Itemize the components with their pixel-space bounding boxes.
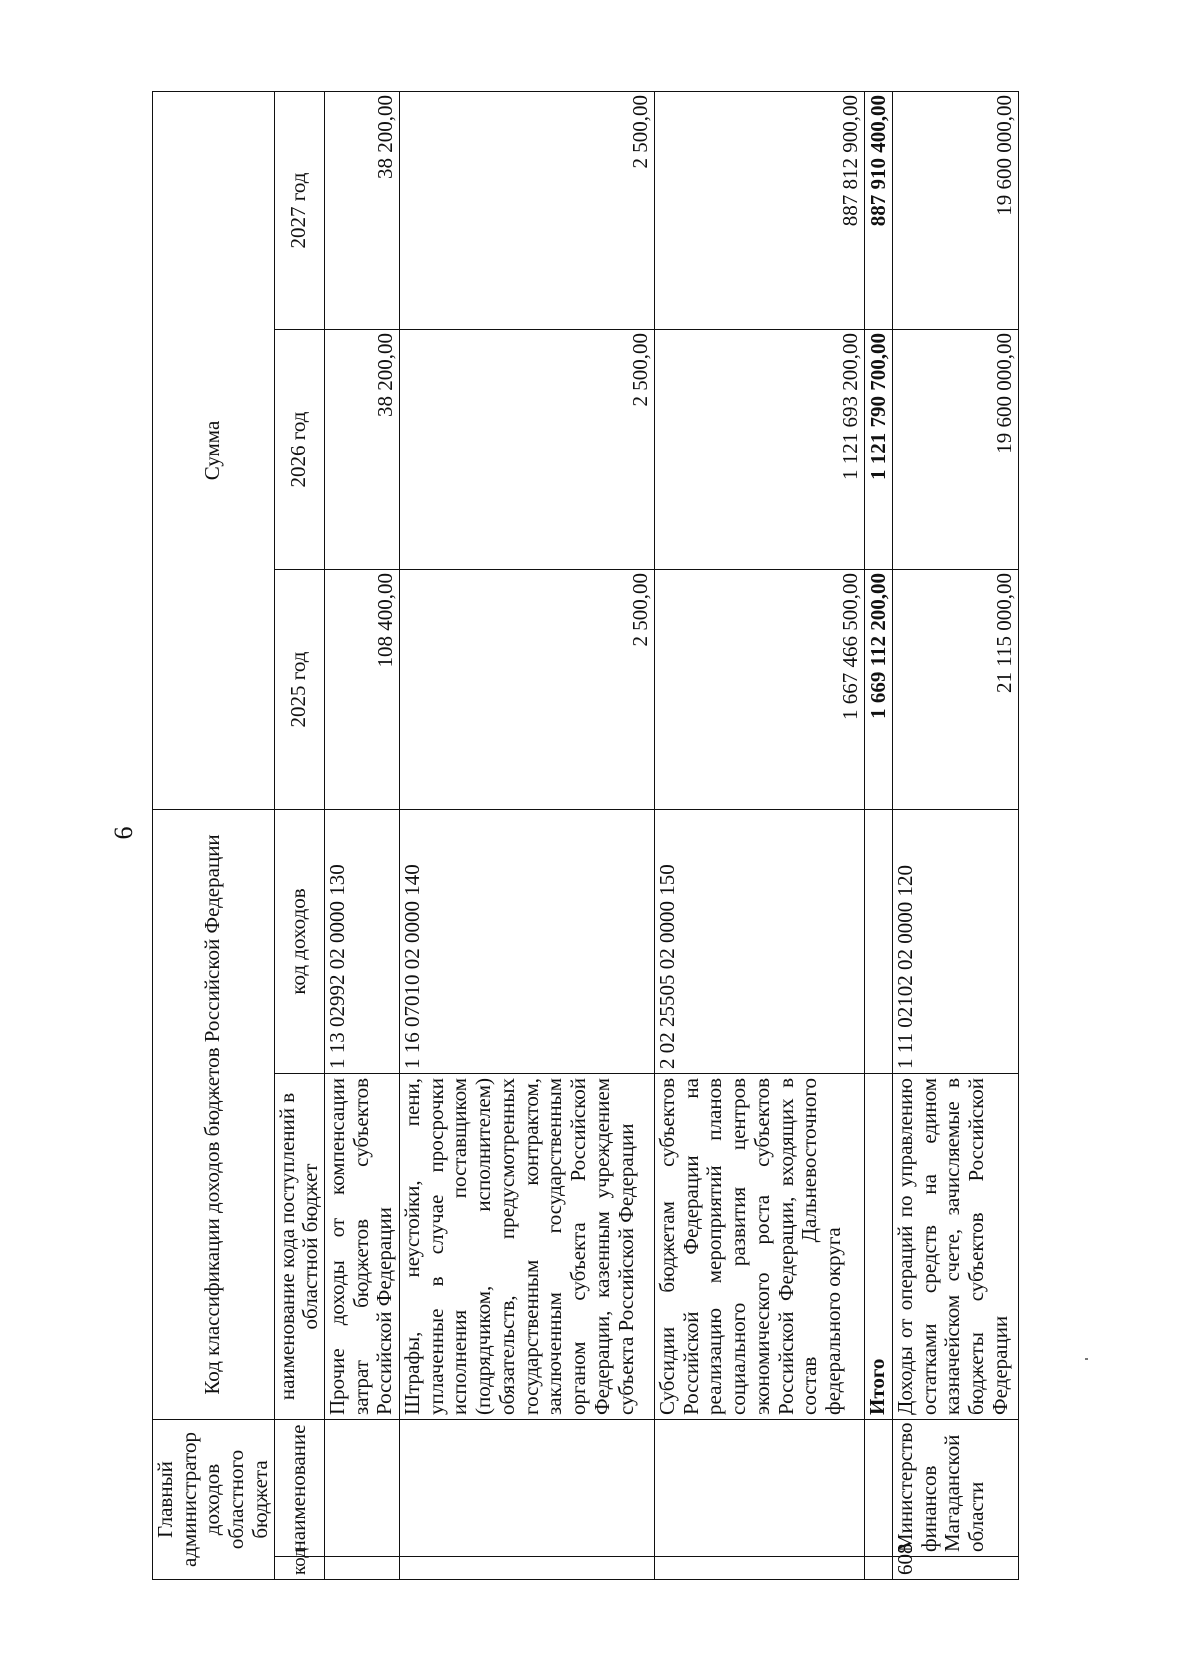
admin-name-cell [865,1420,893,1557]
amount-2026-cell: 2 500,00 [400,329,655,569]
admin-name-cell [400,1420,655,1557]
admin-name-header: наименование [274,1420,324,1557]
year-2025-header: 2025 год [274,569,324,809]
amount-2025-cell: 1 667 466 500,00 [655,569,865,809]
admin-code-header: код [274,1557,324,1580]
income-code-cell [865,809,893,1073]
amount-2026-cell: 38 200,00 [325,329,400,569]
income-name-header: наименование кода поступлений в областной бюджет [274,1074,324,1420]
amount-2025-cell: 21 115 000,00 [893,569,1019,809]
total-row [865,91,893,1579]
total-2025-cell: 1 669 112 200,00 [865,569,893,809]
sum-group-header: Сумма [153,91,275,809]
income-name-cell: Субсидии бюджетам субъектов Российской Федерации на реализацию мероприятий планов социального развития центров экономического роста субъектов Российской Федерации, входящих в состав Дальневосточного федерального округа [655,1074,865,1420]
scan-speck [1085,1358,1088,1360]
revenue-table-wrapper [152,92,1017,1580]
header-row-1 [153,91,275,1579]
amount-2025-cell: 108 400,00 [325,569,400,809]
income-name-cell: Штрафы, неустойки, пени, уплаченные в случае просрочки исполнения поставщиком (подрядчиком, исполнителем) обязательств, предусмотренных государственным контрактом, заключенным государственным органом субъекта Российской Федерации, казенным учреждением субъекта Российской Федерации [400,1074,655,1420]
year-2027-header: 2027 год [274,91,324,329]
table-row [655,91,865,1579]
admin-code-cell: 608 [893,1557,1019,1580]
admin-group-header: Главный администратор доходов областного бюджета [153,1420,275,1580]
income-name-cell: Прочие доходы от компенсации затрат бюджетов субъектов Российской Федерации [325,1074,400,1420]
year-2026-header: 2026 год [274,329,324,569]
admin-code-cell [655,1557,865,1580]
admin-code-cell [325,1557,400,1580]
income-code-header: код доходов [274,809,324,1073]
total-2026-cell: 1 121 790 700,00 [865,329,893,569]
table-row [400,91,655,1579]
admin-name-cell [655,1420,865,1557]
amount-2027-cell: 38 200,00 [325,91,400,329]
admin-name-cell [325,1420,400,1557]
admin-name-cell: Министерство финансов Магаданской области [893,1420,1019,1557]
amount-2027-cell: 2 500,00 [400,91,655,329]
table-row [325,91,400,1579]
amount-2026-cell: 1 121 693 200,00 [655,329,865,569]
income-code-cell: 1 16 07010 02 0000 140 [400,809,655,1073]
income-name-cell: Доходы от операций по управлению остатками средств на едином казначейском счете, зачисляемые в бюджеты субъектов Российской Федерации [893,1074,1019,1420]
page-number: 6 [109,826,138,840]
amount-2027-cell: 19 600 000,00 [893,91,1019,329]
admin-code-cell [400,1557,655,1580]
classification-group-header: Код классификации доходов бюджетов Российской Федерации [153,809,275,1419]
income-code-cell: 1 11 02102 02 0000 120 [893,809,1019,1073]
header-row-2 [274,91,324,1579]
amount-2026-cell: 19 600 000,00 [893,329,1019,569]
total-2027-cell: 887 910 400,00 [865,91,893,329]
amount-2025-cell: 2 500,00 [400,569,655,809]
total-label-cell: Итого [865,1074,893,1420]
income-code-cell: 2 02 25505 02 0000 150 [655,809,865,1073]
amount-2027-cell: 887 812 900,00 [655,91,865,329]
revenue-table [152,91,1019,1580]
admin-code-cell [865,1557,893,1580]
table-row [893,91,1019,1579]
income-code-cell: 1 13 02992 02 0000 130 [325,809,400,1073]
